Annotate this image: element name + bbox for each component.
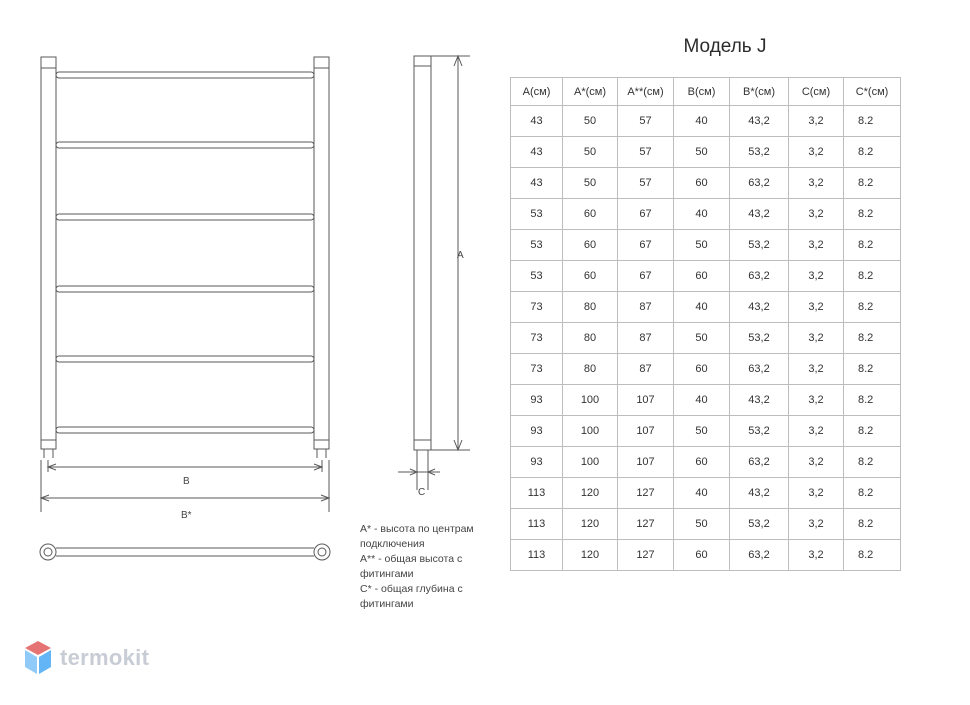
table-cell: 8.2 [844,354,901,385]
table-row [511,385,901,416]
table-cell: 120 [563,509,618,540]
table-cell: 3,2 [789,168,844,199]
table-cell: 8.2 [844,199,901,230]
table-cell: 60 [674,540,730,571]
table-cell: 8.2 [844,447,901,478]
table-cell: 60 [674,354,730,385]
table-cell: 50 [563,106,618,137]
table-cell: 3,2 [789,137,844,168]
table-cell: 50 [674,323,730,354]
table-cell: 73 [511,323,563,354]
table-cell: 113 [511,540,563,571]
table-row [511,168,901,199]
note-line: A* - высота по центрам [360,523,474,535]
column-header: A*(см) [563,78,618,106]
table-cell: 3,2 [789,509,844,540]
table-cell: 50 [674,137,730,168]
table-cell: 40 [674,478,730,509]
rung [56,286,314,292]
column-header: B*(см) [730,78,789,106]
column-header: C*(см) [844,78,901,106]
table-cell: 113 [511,478,563,509]
table-cell: 127 [618,478,674,509]
table-cell: 43 [511,168,563,199]
table-cell: 73 [511,354,563,385]
table-row [511,354,901,385]
table-row [511,540,901,571]
table-cell: 113 [511,509,563,540]
table-row [511,106,901,137]
table-cell: 53 [511,261,563,292]
table-row [511,509,901,540]
table-cell: 63,2 [730,540,789,571]
note-line: A** - общая высота с [360,553,463,565]
table-body [511,106,901,571]
table-cell: 93 [511,385,563,416]
table-cell: 53,2 [730,230,789,261]
table-cell: 43,2 [730,292,789,323]
table-cell: 57 [618,137,674,168]
table-cell: 3,2 [789,540,844,571]
right-post [314,57,329,449]
table-cell: 60 [563,261,618,292]
table-cell: 127 [618,509,674,540]
table-cell: 3,2 [789,261,844,292]
table-cell: 43,2 [730,106,789,137]
table-cell: 43 [511,137,563,168]
table-cell: 53 [511,230,563,261]
table-cell: 87 [618,323,674,354]
table-cell: 43,2 [730,385,789,416]
column-header: A**(см) [618,78,674,106]
termokit-logo [24,640,149,676]
table-cell: 40 [674,199,730,230]
note-line: подключения [360,538,425,550]
table-cell: 8.2 [844,261,901,292]
table-cell: 63,2 [730,168,789,199]
table-cell: 50 [674,416,730,447]
table-cell: 100 [563,385,618,416]
table-cell: 50 [563,137,618,168]
table-cell: 100 [563,416,618,447]
plan-view-right-fitting [314,544,330,560]
table-cell: 120 [563,478,618,509]
left-post [41,57,56,449]
note-line: фитингами [360,598,414,610]
rung [56,214,314,220]
table-cell: 8.2 [844,292,901,323]
table-cell: 3,2 [789,292,844,323]
table-cell: 3,2 [789,230,844,261]
table-cell: 53,2 [730,416,789,447]
table-cell: 3,2 [789,478,844,509]
table-row [511,323,901,354]
rung [56,142,314,148]
table-cell: 53,2 [730,323,789,354]
table-cell: 107 [618,447,674,478]
table-cell: 3,2 [789,323,844,354]
table-cell: 60 [563,230,618,261]
table-cell: 120 [563,540,618,571]
table-cell: 87 [618,292,674,323]
table-cell: 8.2 [844,509,901,540]
table-row [511,261,901,292]
table-cell: 67 [618,230,674,261]
table-cell: 60 [674,261,730,292]
table-cell: 53 [511,199,563,230]
legend-notes [360,522,510,612]
table-cell: 127 [618,540,674,571]
table-cell: 43,2 [730,478,789,509]
table-cell: 80 [563,323,618,354]
dimension-a-label: A [457,250,464,261]
column-header: C(см) [789,78,844,106]
table-cell: 50 [674,230,730,261]
table-cell: 93 [511,447,563,478]
table-row [511,292,901,323]
table-row [511,416,901,447]
dimensions-table [510,77,901,571]
column-header: B(см) [674,78,730,106]
table-cell: 63,2 [730,447,789,478]
table-cell: 3,2 [789,447,844,478]
note-line: C* - общая глубина с [360,583,463,595]
table-cell: 100 [563,447,618,478]
dimension-b-label: B [183,476,190,487]
table-cell: 63,2 [730,261,789,292]
table-cell: 53,2 [730,137,789,168]
page-title: Модель J [683,36,767,57]
table-cell: 67 [618,261,674,292]
table-cell: 8.2 [844,137,901,168]
table-cell: 3,2 [789,106,844,137]
table-cell: 3,2 [789,199,844,230]
table-cell: 57 [618,168,674,199]
table-cell: 53,2 [730,509,789,540]
table-cell: 107 [618,385,674,416]
table-cell: 73 [511,292,563,323]
table-cell: 8.2 [844,230,901,261]
table-cell: 67 [618,199,674,230]
table-cell: 8.2 [844,416,901,447]
table-cell: 8.2 [844,168,901,199]
table-cell: 8.2 [844,540,901,571]
side-view-post [414,56,431,450]
rung [56,427,314,433]
table-cell: 8.2 [844,106,901,137]
table-row [511,230,901,261]
table-cell: 60 [563,199,618,230]
table-row [511,478,901,509]
table-cell: 3,2 [789,416,844,447]
table-cell: 57 [618,106,674,137]
table-cell: 40 [674,385,730,416]
table-cell: 93 [511,416,563,447]
table-cell: 8.2 [844,323,901,354]
table-cell: 50 [563,168,618,199]
rung [56,72,314,78]
table-cell: 40 [674,106,730,137]
dimension-c-label: C [418,487,426,498]
table-cell: 40 [674,292,730,323]
plan-view-left-fitting [40,544,56,560]
rung [56,356,314,362]
table-cell: 60 [674,168,730,199]
table-cell: 8.2 [844,385,901,416]
table-cell: 8.2 [844,478,901,509]
cube-logo-icon [24,640,52,676]
note-line: фитингами [360,568,414,580]
column-header: A(см) [511,78,563,106]
table-row [511,199,901,230]
table-cell: 3,2 [789,354,844,385]
table-header-row [511,78,901,106]
table-cell: 43,2 [730,199,789,230]
table-cell: 80 [563,354,618,385]
table-cell: 107 [618,416,674,447]
table-cell: 50 [674,509,730,540]
logo-text: termokit [60,645,150,670]
table-cell: 87 [618,354,674,385]
table-row [511,447,901,478]
table-cell: 63,2 [730,354,789,385]
table-cell: 60 [674,447,730,478]
table-cell: 3,2 [789,385,844,416]
table-cell: 80 [563,292,618,323]
dimension-b-star-label: B* [181,510,192,521]
table-cell: 43 [511,106,563,137]
table-row [511,137,901,168]
